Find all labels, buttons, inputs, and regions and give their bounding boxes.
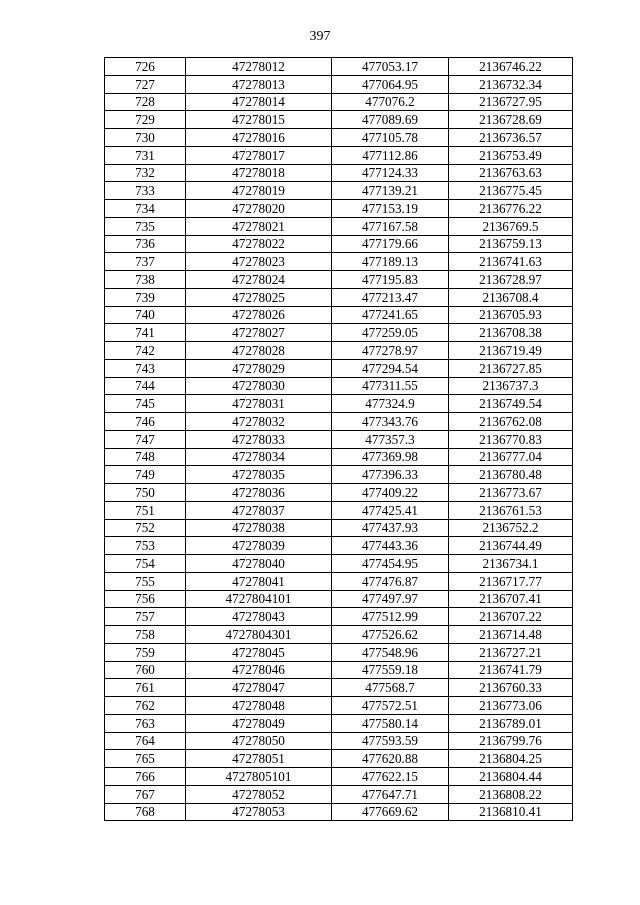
x-coordinate-cell: 477241.65	[332, 306, 449, 324]
y-coordinate-cell: 2136761.53	[449, 501, 573, 519]
point-id-cell: 47278019	[186, 182, 332, 200]
table-row	[105, 93, 573, 111]
table-row	[105, 448, 573, 466]
row-index-cell: 744	[105, 377, 186, 395]
table-row	[105, 129, 573, 147]
point-id-cell: 4727804101	[186, 590, 332, 608]
point-id-cell: 47278038	[186, 519, 332, 537]
y-coordinate-cell: 2136744.49	[449, 537, 573, 555]
x-coordinate-cell: 477195.83	[332, 271, 449, 289]
x-coordinate-cell: 477167.58	[332, 217, 449, 235]
row-index-cell: 753	[105, 537, 186, 555]
table-row	[105, 661, 573, 679]
x-coordinate-cell: 477437.93	[332, 519, 449, 537]
point-id-cell: 47278053	[186, 803, 332, 821]
point-id-cell: 47278017	[186, 146, 332, 164]
x-coordinate-cell: 477105.78	[332, 129, 449, 147]
point-id-cell: 47278047	[186, 679, 332, 697]
point-id-cell: 47278012	[186, 58, 332, 76]
table-row	[105, 75, 573, 93]
y-coordinate-cell: 2136746.22	[449, 58, 573, 76]
row-index-cell: 741	[105, 324, 186, 342]
x-coordinate-cell: 477568.7	[332, 679, 449, 697]
table-row	[105, 271, 573, 289]
x-coordinate-cell: 477153.19	[332, 200, 449, 218]
table-row	[105, 608, 573, 626]
table-row	[105, 750, 573, 768]
y-coordinate-cell: 2136789.01	[449, 714, 573, 732]
point-id-cell: 47278030	[186, 377, 332, 395]
y-coordinate-cell: 2136741.63	[449, 253, 573, 271]
row-index-cell: 750	[105, 484, 186, 502]
y-coordinate-cell: 2136717.77	[449, 572, 573, 590]
x-coordinate-cell: 477259.05	[332, 324, 449, 342]
table-row	[105, 572, 573, 590]
table-body	[105, 58, 573, 821]
row-index-cell: 740	[105, 306, 186, 324]
table-row	[105, 484, 573, 502]
point-id-cell: 47278013	[186, 75, 332, 93]
table-row	[105, 732, 573, 750]
table-row	[105, 111, 573, 129]
y-coordinate-cell: 2136777.04	[449, 448, 573, 466]
row-index-cell: 757	[105, 608, 186, 626]
table-row	[105, 430, 573, 448]
x-coordinate-cell: 477294.54	[332, 359, 449, 377]
page-number: 397	[309, 29, 331, 44]
row-index-cell: 767	[105, 785, 186, 803]
point-id-cell: 47278028	[186, 342, 332, 360]
row-index-cell: 732	[105, 164, 186, 182]
y-coordinate-cell: 2136728.97	[449, 271, 573, 289]
point-id-cell: 4727805101	[186, 768, 332, 786]
y-coordinate-cell: 2136760.33	[449, 679, 573, 697]
x-coordinate-cell: 477324.9	[332, 395, 449, 413]
x-coordinate-cell: 477580.14	[332, 714, 449, 732]
y-coordinate-cell: 2136734.1	[449, 555, 573, 573]
point-id-cell: 47278032	[186, 413, 332, 431]
row-index-cell: 756	[105, 590, 186, 608]
table-row	[105, 714, 573, 732]
point-id-cell: 47278045	[186, 643, 332, 661]
row-index-cell: 759	[105, 643, 186, 661]
point-id-cell: 47278043	[186, 608, 332, 626]
row-index-cell: 746	[105, 413, 186, 431]
x-coordinate-cell: 477548.96	[332, 643, 449, 661]
table-row	[105, 626, 573, 644]
table-row	[105, 359, 573, 377]
point-id-cell: 47278031	[186, 395, 332, 413]
row-index-cell: 754	[105, 555, 186, 573]
point-id-cell: 47278029	[186, 359, 332, 377]
point-id-cell: 47278020	[186, 200, 332, 218]
point-id-cell: 47278046	[186, 661, 332, 679]
x-coordinate-cell: 477064.95	[332, 75, 449, 93]
table-row	[105, 413, 573, 431]
point-id-cell: 47278022	[186, 235, 332, 253]
row-index-cell: 733	[105, 182, 186, 200]
y-coordinate-cell: 2136762.08	[449, 413, 573, 431]
row-index-cell: 764	[105, 732, 186, 750]
x-coordinate-cell: 477213.47	[332, 288, 449, 306]
x-coordinate-cell: 477124.33	[332, 164, 449, 182]
table-row	[105, 466, 573, 484]
table-row	[105, 785, 573, 803]
x-coordinate-cell: 477593.59	[332, 732, 449, 750]
y-coordinate-cell: 2136732.34	[449, 75, 573, 93]
x-coordinate-cell: 477497.97	[332, 590, 449, 608]
y-coordinate-cell: 2136727.85	[449, 359, 573, 377]
table-row	[105, 182, 573, 200]
table-row	[105, 146, 573, 164]
table-row	[105, 537, 573, 555]
x-coordinate-cell: 477369.98	[332, 448, 449, 466]
x-coordinate-cell: 477512.99	[332, 608, 449, 626]
row-index-cell: 734	[105, 200, 186, 218]
x-coordinate-cell: 477476.87	[332, 572, 449, 590]
x-coordinate-cell: 477620.88	[332, 750, 449, 768]
table-row	[105, 590, 573, 608]
table-row	[105, 643, 573, 661]
point-id-cell: 47278041	[186, 572, 332, 590]
row-index-cell: 726	[105, 58, 186, 76]
point-id-cell: 47278015	[186, 111, 332, 129]
point-id-cell: 47278040	[186, 555, 332, 573]
row-index-cell: 745	[105, 395, 186, 413]
point-id-cell: 47278014	[186, 93, 332, 111]
row-index-cell: 737	[105, 253, 186, 271]
y-coordinate-cell: 2136708.4	[449, 288, 573, 306]
table-row	[105, 342, 573, 360]
table-row	[105, 253, 573, 271]
table-row	[105, 501, 573, 519]
row-index-cell: 730	[105, 129, 186, 147]
table-row	[105, 803, 573, 821]
y-coordinate-cell: 2136773.67	[449, 484, 573, 502]
x-coordinate-cell: 477311.55	[332, 377, 449, 395]
y-coordinate-cell: 2136804.25	[449, 750, 573, 768]
y-coordinate-cell: 2136775.45	[449, 182, 573, 200]
y-coordinate-cell: 2136799.76	[449, 732, 573, 750]
row-index-cell: 735	[105, 217, 186, 235]
point-id-cell: 47278025	[186, 288, 332, 306]
x-coordinate-cell: 477559.18	[332, 661, 449, 679]
y-coordinate-cell: 2136741.79	[449, 661, 573, 679]
y-coordinate-cell: 2136707.41	[449, 590, 573, 608]
y-coordinate-cell: 2136728.69	[449, 111, 573, 129]
x-coordinate-cell: 477089.69	[332, 111, 449, 129]
y-coordinate-cell: 2136773.06	[449, 697, 573, 715]
y-coordinate-cell: 2136752.2	[449, 519, 573, 537]
row-index-cell: 738	[105, 271, 186, 289]
y-coordinate-cell: 2136749.54	[449, 395, 573, 413]
table-row	[105, 377, 573, 395]
x-coordinate-cell: 477076.2	[332, 93, 449, 111]
y-coordinate-cell: 2136707.22	[449, 608, 573, 626]
y-coordinate-cell: 2136804.44	[449, 768, 573, 786]
point-id-cell: 47278051	[186, 750, 332, 768]
point-id-cell: 47278048	[186, 697, 332, 715]
y-coordinate-cell: 2136770.83	[449, 430, 573, 448]
point-id-cell: 47278024	[186, 271, 332, 289]
point-id-cell: 47278052	[186, 785, 332, 803]
point-id-cell: 47278036	[186, 484, 332, 502]
y-coordinate-cell: 2136753.49	[449, 146, 573, 164]
table-row	[105, 200, 573, 218]
row-index-cell: 729	[105, 111, 186, 129]
coordinates-table	[104, 57, 573, 821]
point-id-cell: 47278027	[186, 324, 332, 342]
x-coordinate-cell: 477179.66	[332, 235, 449, 253]
row-index-cell: 749	[105, 466, 186, 484]
point-id-cell: 47278037	[186, 501, 332, 519]
row-index-cell: 747	[105, 430, 186, 448]
row-index-cell: 739	[105, 288, 186, 306]
x-coordinate-cell: 477647.71	[332, 785, 449, 803]
y-coordinate-cell: 2136808.22	[449, 785, 573, 803]
table-row	[105, 217, 573, 235]
x-coordinate-cell: 477357.3	[332, 430, 449, 448]
row-index-cell: 762	[105, 697, 186, 715]
table-row	[105, 324, 573, 342]
row-index-cell: 765	[105, 750, 186, 768]
table-row	[105, 58, 573, 76]
table-row	[105, 164, 573, 182]
row-index-cell: 742	[105, 342, 186, 360]
x-coordinate-cell: 477189.13	[332, 253, 449, 271]
point-id-cell: 47278018	[186, 164, 332, 182]
row-index-cell: 727	[105, 75, 186, 93]
row-index-cell: 761	[105, 679, 186, 697]
point-id-cell: 47278050	[186, 732, 332, 750]
point-id-cell: 47278039	[186, 537, 332, 555]
row-index-cell: 751	[105, 501, 186, 519]
row-index-cell: 752	[105, 519, 186, 537]
y-coordinate-cell: 2136759.13	[449, 235, 573, 253]
row-index-cell: 728	[105, 93, 186, 111]
point-id-cell: 47278049	[186, 714, 332, 732]
y-coordinate-cell: 2136708.38	[449, 324, 573, 342]
x-coordinate-cell: 477526.62	[332, 626, 449, 644]
point-id-cell: 47278026	[186, 306, 332, 324]
y-coordinate-cell: 2136727.95	[449, 93, 573, 111]
y-coordinate-cell: 2136763.63	[449, 164, 573, 182]
point-id-cell: 4727804301	[186, 626, 332, 644]
x-coordinate-cell: 477343.76	[332, 413, 449, 431]
row-index-cell: 768	[105, 803, 186, 821]
row-index-cell: 748	[105, 448, 186, 466]
y-coordinate-cell: 2136727.21	[449, 643, 573, 661]
point-id-cell: 47278023	[186, 253, 332, 271]
x-coordinate-cell: 477053.17	[332, 58, 449, 76]
x-coordinate-cell: 477112.86	[332, 146, 449, 164]
y-coordinate-cell: 2136705.93	[449, 306, 573, 324]
row-index-cell: 763	[105, 714, 186, 732]
point-id-cell: 47278035	[186, 466, 332, 484]
row-index-cell: 743	[105, 359, 186, 377]
y-coordinate-cell: 2136810.41	[449, 803, 573, 821]
table-row	[105, 679, 573, 697]
point-id-cell: 47278016	[186, 129, 332, 147]
table-row	[105, 306, 573, 324]
x-coordinate-cell: 477572.51	[332, 697, 449, 715]
y-coordinate-cell: 2136780.48	[449, 466, 573, 484]
table-row	[105, 768, 573, 786]
x-coordinate-cell: 477396.33	[332, 466, 449, 484]
x-coordinate-cell: 477454.95	[332, 555, 449, 573]
table-row	[105, 235, 573, 253]
row-index-cell: 758	[105, 626, 186, 644]
y-coordinate-cell: 2136737.3	[449, 377, 573, 395]
row-index-cell: 731	[105, 146, 186, 164]
point-id-cell: 47278021	[186, 217, 332, 235]
x-coordinate-cell: 477622.15	[332, 768, 449, 786]
point-id-cell: 47278033	[186, 430, 332, 448]
x-coordinate-cell: 477409.22	[332, 484, 449, 502]
y-coordinate-cell: 2136719.49	[449, 342, 573, 360]
row-index-cell: 766	[105, 768, 186, 786]
table-row	[105, 555, 573, 573]
y-coordinate-cell: 2136736.57	[449, 129, 573, 147]
y-coordinate-cell: 2136769.5	[449, 217, 573, 235]
row-index-cell: 760	[105, 661, 186, 679]
point-id-cell: 47278034	[186, 448, 332, 466]
x-coordinate-cell: 477443.36	[332, 537, 449, 555]
y-coordinate-cell: 2136714.48	[449, 626, 573, 644]
row-index-cell: 736	[105, 235, 186, 253]
table-row	[105, 395, 573, 413]
x-coordinate-cell: 477139.21	[332, 182, 449, 200]
row-index-cell: 755	[105, 572, 186, 590]
table-row	[105, 697, 573, 715]
x-coordinate-cell: 477669.62	[332, 803, 449, 821]
table-row	[105, 288, 573, 306]
table-row	[105, 519, 573, 537]
y-coordinate-cell: 2136776.22	[449, 200, 573, 218]
x-coordinate-cell: 477425.41	[332, 501, 449, 519]
x-coordinate-cell: 477278.97	[332, 342, 449, 360]
